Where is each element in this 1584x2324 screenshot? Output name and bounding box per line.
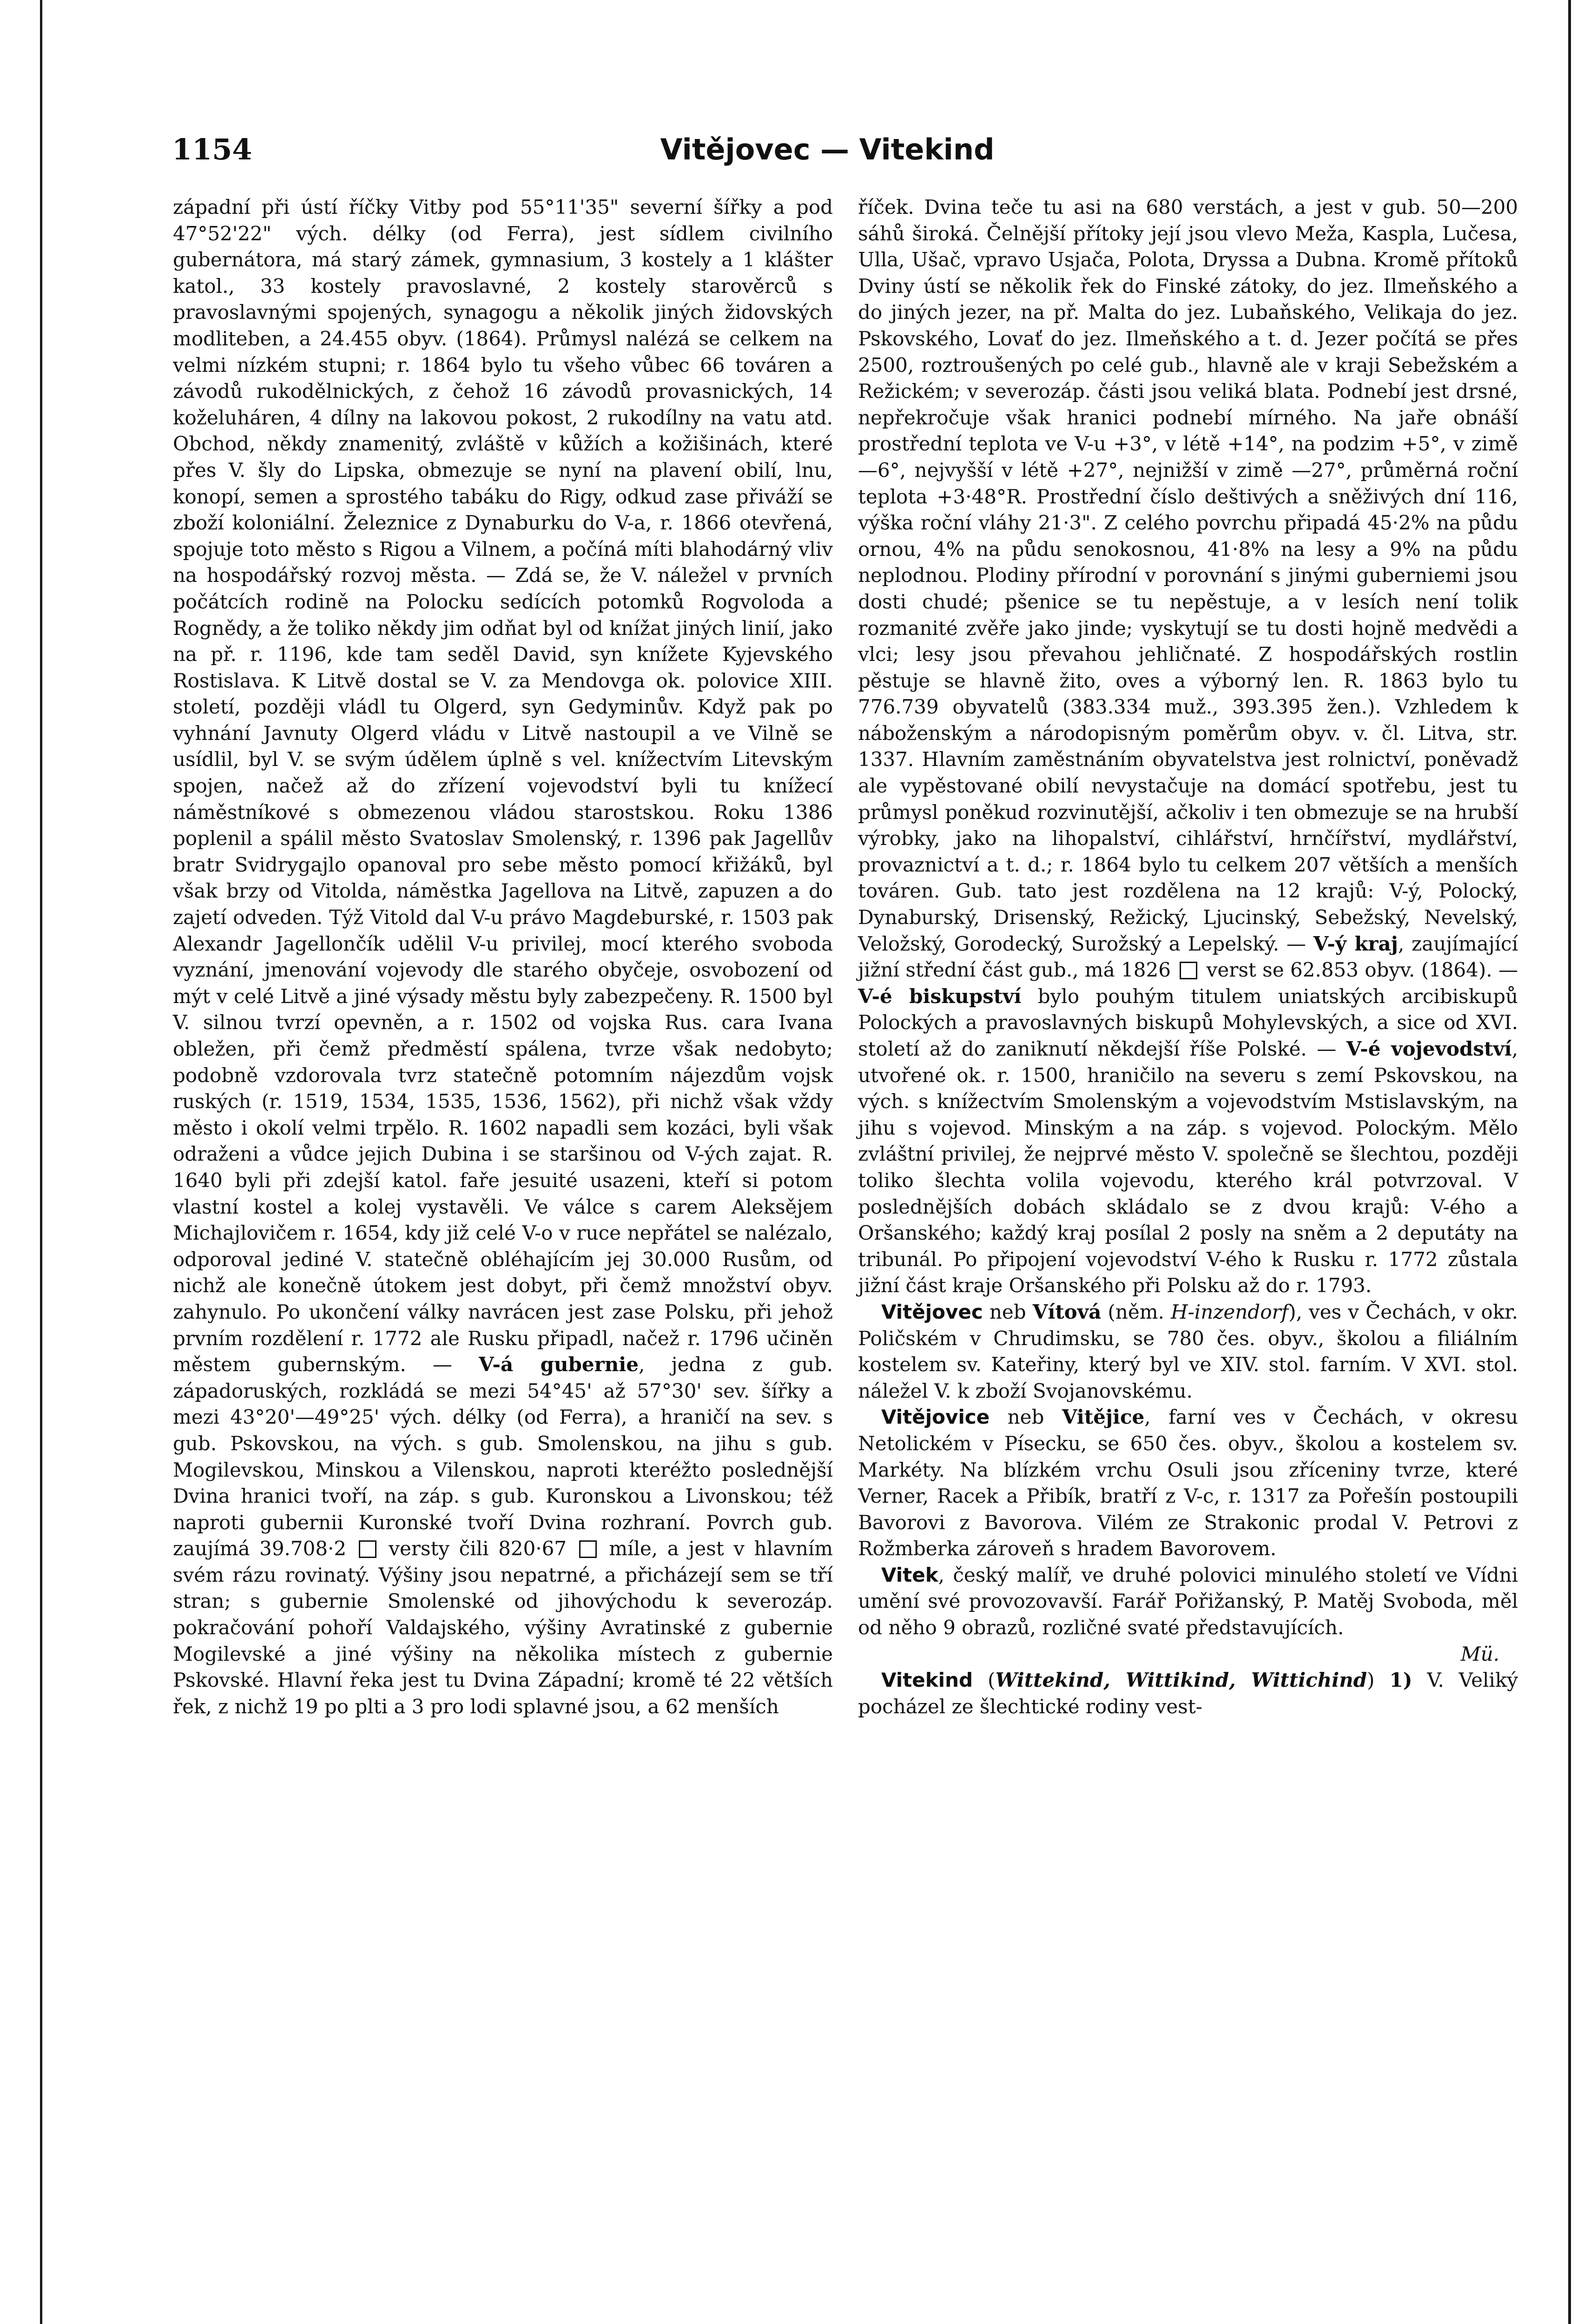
text-run: V. Veliký pocházel ze šlechtické rodiny vest- (858, 1669, 1518, 1718)
alt-name: Vitějice (1062, 1406, 1145, 1429)
square-symbol (1180, 962, 1197, 979)
alt-name: Vítová (1032, 1300, 1102, 1323)
headword: Vitek (881, 1563, 938, 1586)
headword: Vitějovec (881, 1300, 983, 1323)
page-header (172, 132, 1483, 174)
text-run: neb (989, 1300, 1026, 1323)
text-run: versty čili 820·67 (389, 1537, 567, 1560)
text-run: , zaujímající jižní střední část gub., má 1826 (858, 932, 1518, 982)
text-run: , farní ves v Čechách, v okresu Netolickém v Písecku, se 650 čes. obyv., školou a kostelem sv. Markéty. Na blízkém vrchu Osuli jsou zříceniny tvrze, které Verner, Racek a Přibík, bratří z V-c, r. 1317 za Pořešín postoupili Bavorovi z Bavorova. Vilém ze Strakonic prodal V. Petrovi z Rožmberka zároveň s hradem Bavorovem. (858, 1406, 1518, 1560)
entry-vitekind (858, 1667, 1518, 1720)
text-run: neb (1007, 1406, 1044, 1429)
german-name: H-inzendorf (1170, 1300, 1289, 1323)
text-run: , jedna z gub. západoruských, rozkládá se mezi 54°45' až 57°30' sev. šířky a mezi 43°20'—49°25' vých. délky (od Ferra), a hraničí na sev. s gub. Pskovskou, na vých. s gub. Smolenskou, na jihu s gub. Mogilevskou, Minskou a Vilenskou, naproti kteréžto poslednější Dvina hranici tvoří, na záp. s gub. Kuronskou a Livonskou; též naproti gubernii Kuronské tvoří Dvina rozhraní. Povrch gub. zaujímá 39.708·2 (173, 1353, 833, 1560)
left-column (173, 194, 833, 1720)
text-run: verst se 62.853 obyv. (1864). — (1206, 958, 1518, 982)
text-run: bylo pouhým titulem uniatských arcibiskupů Polockých a pravoslavných biskupů Mohylevských, a sice od XVI. století až do zaniknutí někdejší říše Polské. — (858, 984, 1518, 1060)
article-text (858, 194, 1518, 1299)
headword: Vitějovice (881, 1406, 990, 1429)
entry-vitek (858, 1562, 1518, 1667)
text-run: západní při ústí říčky Vitby pod 55°11'35" severní šířky a pod 47°52'22" vých. délky (od Ferra), jest sídlem civilního gubernátora, má starý zámek, gymnasium, 3 kostely a 1 klášter katol., 33 kostely pravoslavné, 2 kostely starověrců s pravoslavnými spojených, synagogu a několik jiných židovských modliteben, a 24.455 obyv. (1864). Průmysl nalézá se celkem na velmi nízkém stupni; r. 1864 bylo tu všeho vůbec 66 továren a závodů rukodělnických, z čehož 16 závodů provasnických, 14 koželuháren, 4 dílny na lakovou pokost, 2 rukodílny na vatu atd. Obchod, někdy znamenitý, zvláště v kůžích a kožišinách, které přes V. šly do Lipska, obmezuje se nyní na plavení obilí, lnu, konopí, semen a sprostého tabáku do Rigy, odkud zase přiváží se zboží koloniální. Železnice z Dynaburku do V-a, r. 1866 otevřená, spojuje toto město s Rigou a Vilnem, a počíná míti blahodárný vliv na hospodářský rozvoj města. — Zdá se, že V. náležel v prvních počátcích rodině na Polocku sedících potomků Rogvoloda a Rognědy, a že toliko někdy jim odňat byl od knížat jiných linií, jako na př. r. 1196, kde tam seděl David, syn knížete Kyjevského Rostislava. K Litvě dostal se V. za Mendovga ok. polovice XIII. století, později vládl tu Olgerd, syn Gedyminův. Když pak po vyhnání Javnuty Olgerd vládu v Litvě nastoupil a ve Vilně se usídlil, byl V. se svým údělem úplně s vel. knížectvím Litevským spojen, načež až do zřízení vojevodství byli tu knížecí náměstníkové s obmezenou vládou starostskou. Roku 1386 poplenil a spálil město Svatoslav Smolenský, r. 1396 pak Jagellův bratr Svidrygajlo opanoval pro sebe město pomocí křižáků, byl však brzy od Vitolda, náměstka Jagellova na Litvě, zapuzen a do zajetí odveden. Týž Vitold dal V-u právo Magdeburské, r. 1503 pak Alexandr Jagellončík udělil V-u privilej, mocí kterého svoboda vyznání, jmenování vojevody dle starého obyčeje, osvobození od mýt v celé Litvě a jiné výsady městu byly zabezpečeny. R. 1500 byl V. silnou tvrzí opevněn, a r. 1502 od vojska Rus. cara Ivana obležen, při čemž předměstí spálena, tvrze však nedobyto; podobně vzdorovala tvrz statečně potomním nájezdům vojsk ruských (r. 1519, 1534, 1535, 1536, 1562), při nichž však vždy město i okolí velmi trpělo. R. 1602 napadli sem kozáci, byli však odraženi a vůdce jejich Dubina i se staršinou od V-ých zajat. R. 1640 byli při zdejší katol. faře jesuité usazeni, kteří si potom vlastní kostel a kolej vystavěli. Ve válce s carem Aleksějem Michajlovičem r. 1654, kdy již celé V-o v ruce nepřátel se nalézalo, odporoval jediné V. statečně obléhajícím jej 30.000 Rusům, od nichž ale konečně útokem jest dobyt, při čemž množství obyv. zahynulo. Po ukončení války navrácen jest zase Polsku, při jehož prvním rozdělení r. 1772 ale Rusku připadl, načež r. 1796 učiněn městem gubernským. — (173, 196, 833, 1376)
alt-names: Wittekind, Wittikind, Wittichind (995, 1669, 1367, 1692)
text-run: říček. Dvina teče tu asi na 680 verstách, a jest v gub. 50—200 sáhů široká. Čelnější přítoky její jsou vlevo Meža, Kaspla, Lučesa, Ulla, Ušač, vpravo Usjača, Polota, Dryssa a Dubna. Kromě přítoků Dviny ústí se několik řek do Finské zátoky, do jez. Ilmeňského a do jiných jezer, na př. Malta do jez. Lubaňského, Velikaja do jez. Pskovského, Lovať do jez. Ilmeňského a t. d. Jezer počítá se přes 2500, roztroušených po celé gub., hlavně ale v kraji Sebežském a Režickém; v severozáp. části jsou veliká blata. Podnebí jest drsné, nepřekročuje však hranici podnebí mírného. Na jaře obnáší prostřední teplota ve V-u +3°, v létě +14°, na podzim +5°, v zimě —6°, nejvyšší v létě +27°, nejnižší v zimě —27°, průměrná roční teplota +3·48°R. Prostřední číslo deštivých a sněživých dní 116, výška roční vláhy 21·3". Z celého povrchu připadá 45·2% na půdu ornou, 4% na půdu senokosnou, 41·8% na lesy a 9% na půdu neplodnou. Plodiny přírodní v porovnání s jinými guberniemi jsou dosti chudé; pšenice se tu nepěstuje, a v lesích není tolik rozmanité zvěře jako jinde; vyskytují se tu dosti hojně medvědi a vlci; lesy jsou převahou jehličnaté. Z hospodářských rostlin pěstuje se hlavně žito, oves a výborný len. R. 1863 bylo tu 776.739 obyvatelů (383.334 muž., 393.395 žen.). Vzhledem k náboženským a národopisným poměrům obyv. v. čl. Litva, str. 1337. Hlavním zaměstnáním obyvatelstva jest rolnictví, poněvadž ale vypěstované obilí nevystačuje na domácí spotřebu, jest tu průmysl poněkud rozvinutější, ačkoliv i ten obmezuje se na hrubší výrobky, jako na lihopalství, cihlářství, hrnčířství, mydlářství, provaznictví a t. d.; r. 1864 bylo tu celkem 207 větších a menších továren. Gub. tato jest rozdělena na 12 krajů: V-ý, Polocký, Dynaburský, Drisenský, Režický, Ljucinský, Sebežský, Nevelský, Veložský, Gorodecký, Surožský a Lepelský. — (858, 196, 1518, 955)
text-run: (něm. (1108, 1300, 1164, 1323)
sense-number: 1) (1389, 1669, 1412, 1692)
subheading-vojevodstvi: V-é vojevodství (1346, 1037, 1512, 1060)
subheading-gubernie: V-á gubernie (479, 1353, 639, 1376)
text-run: ), ves v Čechách, v okr. Poličském v Chrudimsku, se 780 čes. obyv., školou a filiálním kostelem sv. Kateřiny, který byl ve XIV. stol. farním. V XVI. stol. náležel V. k zboží Svojanovskému. (858, 1300, 1518, 1402)
text-run: ( (987, 1669, 996, 1692)
page-number: 1154 (172, 132, 252, 166)
square-symbol (579, 1540, 597, 1558)
text-run: , český malíř, ve druhé polovici minulého století ve Vídni umění své provozovavší. Farář Pořižanský, P. Matěj Svoboda, měl od něho 9 obrazů, rozličné svaté představujících. (858, 1563, 1518, 1639)
article-text (173, 194, 833, 1720)
author-signature: Mü. (1460, 1642, 1499, 1665)
entry-vitejovice (858, 1404, 1518, 1562)
running-title: Vitějovec — Vitekind (660, 132, 995, 166)
text-run: , utvořené ok. r. 1500, hraničilo na severu s zemí Pskovskou, na vých. s knížectvím Smolenským a vojevodstvím Mstislavským, na jihu s vojevod. Minským a na záp. s vojevod. Polockým. Mělo zvláštní privilej, že nejprvé město V. společně se šlechtou, později toliko šlechta volila vojevodu, kterého král potvrzoval. V poslednějších dobách skládalo se z dvou krajů: V-ého a Oršanského; každý kraj posílal 2 posly na sněm a 2 deputáty na tribunál. Po připojení vojevodství V-ého k Rusku r. 1772 zůstala jižní část kraje Oršanského při Polsku až do r. 1793. (858, 1037, 1518, 1297)
square-symbol (359, 1540, 376, 1558)
subheading-biskupstvi: V-é biskupství (858, 984, 1022, 1008)
right-column (858, 194, 1518, 1720)
entry-vitejovec (858, 1299, 1518, 1404)
subheading-kraj: V-ý kraj (1313, 932, 1398, 955)
text-run: ) (1367, 1669, 1375, 1692)
text-run: míle, a jest v hlavním svém rázu rovinatý. Výšiny jsou nepatrné, a přicházejí sem se tří stran; s gubernie Smolenské od jihovýchodu k severozáp. pokračování pohoří Valdajského, výšiny Avratinské z gubernie Mogilevské a jiné výšiny na několika místech z gubernie Pskovské. Hlavní řeka jest tu Dvina Západní; kromě té 22 větších řek, z nichž 19 po plti a 3 pro lodi splavné jsou, a 62 menších (173, 1537, 833, 1718)
headword: Vitekind (881, 1669, 973, 1692)
